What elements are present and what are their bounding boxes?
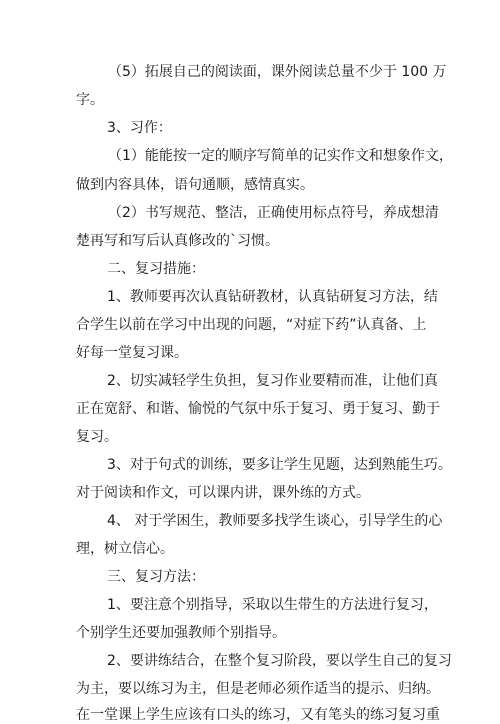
text-line: 在一堂课上学生应该有口头的练习，又有笔头的练习复习重 — [76, 707, 440, 723]
text-line: 合学生以前在学习中出现的问题，“对症下药”认真备、上 — [76, 317, 427, 333]
text-line: 1、要注意个别指导，采取以生带生的方法进行复习， — [107, 597, 438, 613]
text-line: 个别学生还要加强教师个别指导。 — [76, 625, 286, 641]
section-heading: 二、复习措施： — [107, 261, 205, 277]
text-line: （1）能能按一定的顺序写简单的记实作文和想象作文， — [108, 148, 453, 164]
text-line: 复习。 — [76, 429, 118, 445]
text-line: 对于阅读和作文，可以课内讲，课外练的方式。 — [76, 485, 370, 501]
text-line: （2）书写规范、整洁，正确使用标点符号，养成想清 — [108, 205, 439, 221]
text-line: 好每一堂复习课。 — [76, 345, 188, 361]
text-line: 字。 — [76, 92, 104, 108]
text-line: 2、要讲练结合，在整个复习阶段，要以学生自己的复习 — [107, 653, 452, 669]
text-line: （5）拓展自己的阅读面，课外阅读总量不少于 100 万 — [108, 64, 447, 80]
section-heading: 3、习作： — [107, 120, 172, 136]
text-line: 为主，要以练习为主，但是老师必须作适当的提示、归纳。 — [76, 681, 440, 697]
text-line: 理，树立信心。 — [76, 541, 174, 557]
text-line: 3、对于句式的训练，要多让学生见题，达到熟能生巧。 — [107, 457, 452, 473]
text-line: 做到内容具体，语句通顺，感情真实。 — [76, 177, 314, 193]
text-line: 楚再写和写后认真修改的`习惯。 — [76, 233, 279, 249]
section-heading: 三、复习方法： — [107, 569, 205, 585]
text-line: 1、教师要再次认真钻研教材，认真钻研复习方法，结 — [107, 289, 438, 305]
text-line: 4、 对于学困生，教师要多找学生谈心，引导学生的心 — [107, 513, 443, 529]
text-line: 正在宽舒、和谐、愉悦的气氛中乐于复习、勇于复习、勤于 — [76, 401, 440, 417]
text-line: 2、切实减轻学生负担，复习作业要精而准，让他们真 — [107, 373, 438, 389]
